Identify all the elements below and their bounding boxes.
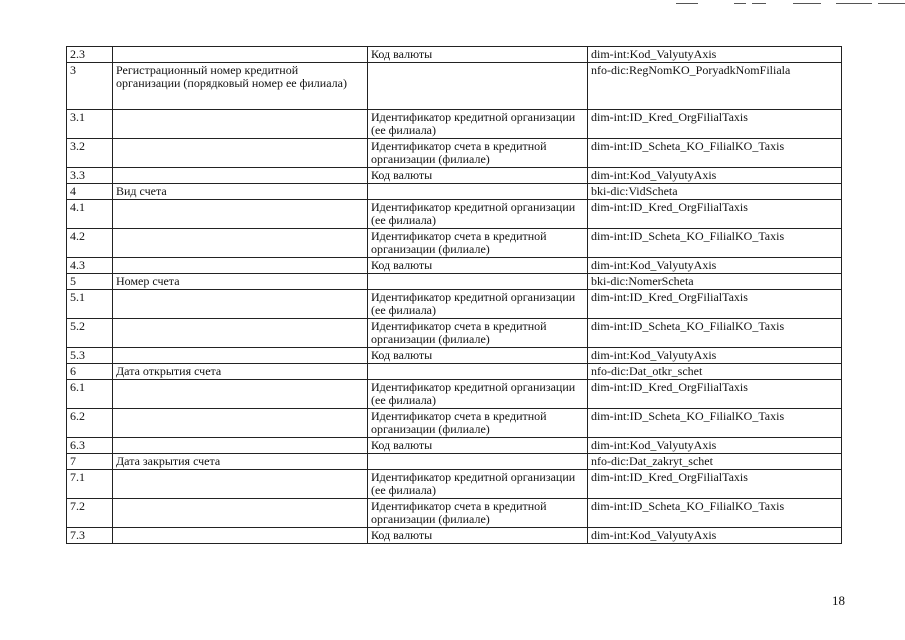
row-dimension: Идентификатор кредитной организации (ее филиала) <box>368 200 588 229</box>
row-code: dim-int:Kod_ValyutyAxis <box>588 528 842 544</box>
document-table <box>66 46 842 544</box>
scan-artifact-marks <box>0 3 905 9</box>
row-dimension <box>368 63 588 110</box>
row-name <box>113 258 368 274</box>
row-dimension <box>368 274 588 290</box>
row-name: Дата закрытия счета <box>113 454 368 470</box>
row-dimension <box>368 364 588 380</box>
row-name <box>113 348 368 364</box>
row-name <box>113 168 368 184</box>
row-dimension: Код валюты <box>368 168 588 184</box>
row-name <box>113 470 368 499</box>
row-code: dim-int:Kod_ValyutyAxis <box>588 348 842 364</box>
row-dimension: Идентификатор счета в кредитной организации (филиале) <box>368 319 588 348</box>
row-code: nfo-dic:RegNomKO_PoryadkNomFiliala <box>588 63 842 110</box>
row-number: 5.3 <box>67 348 113 364</box>
table-row <box>67 110 842 139</box>
row-number: 6 <box>67 364 113 380</box>
row-code: dim-int:ID_Kred_OrgFilialTaxis <box>588 110 842 139</box>
table-row <box>67 348 842 364</box>
table-row <box>67 380 842 409</box>
row-code: dim-int:ID_Scheta_KO_FilialKO_Taxis <box>588 499 842 528</box>
table-row <box>67 258 842 274</box>
row-number: 3.3 <box>67 168 113 184</box>
row-name: Вид счета <box>113 184 368 200</box>
row-number: 3 <box>67 63 113 110</box>
table-row <box>67 319 842 348</box>
row-dimension: Идентификатор счета в кредитной организации (филиале) <box>368 409 588 438</box>
table-row <box>67 528 842 544</box>
table-row <box>67 499 842 528</box>
row-code: dim-int:ID_Kred_OrgFilialTaxis <box>588 290 842 319</box>
row-code: dim-int:ID_Scheta_KO_FilialKO_Taxis <box>588 229 842 258</box>
row-number: 4.1 <box>67 200 113 229</box>
table-row <box>67 200 842 229</box>
table-row <box>67 229 842 258</box>
row-name <box>113 200 368 229</box>
row-name: Регистрационный номер кредитной организации (порядковый номер ее филиала) <box>113 63 368 110</box>
row-name <box>113 438 368 454</box>
row-name <box>113 229 368 258</box>
row-number: 7 <box>67 454 113 470</box>
row-code: dim-int:Kod_ValyutyAxis <box>588 47 842 63</box>
table-row <box>67 364 842 380</box>
table-row <box>67 47 842 63</box>
row-code: dim-int:ID_Kred_OrgFilialTaxis <box>588 380 842 409</box>
row-name <box>113 110 368 139</box>
row-code: dim-int:ID_Kred_OrgFilialTaxis <box>588 470 842 499</box>
row-name <box>113 528 368 544</box>
row-number: 6.1 <box>67 380 113 409</box>
row-number: 4.3 <box>67 258 113 274</box>
page-number: 18 <box>832 593 845 608</box>
row-number: 7.1 <box>67 470 113 499</box>
row-code: dim-int:ID_Scheta_KO_FilialKO_Taxis <box>588 409 842 438</box>
row-name <box>113 409 368 438</box>
row-number: 4.2 <box>67 229 113 258</box>
row-dimension: Код валюты <box>368 47 588 63</box>
row-number: 7.3 <box>67 528 113 544</box>
row-dimension: Код валюты <box>368 258 588 274</box>
row-dimension <box>368 184 588 200</box>
row-name <box>113 47 368 63</box>
row-code: dim-int:ID_Scheta_KO_FilialKO_Taxis <box>588 139 842 168</box>
row-number: 4 <box>67 184 113 200</box>
row-dimension: Код валюты <box>368 348 588 364</box>
table-row <box>67 184 842 200</box>
table-row <box>67 454 842 470</box>
document-table-body <box>67 47 842 544</box>
table-row <box>67 409 842 438</box>
row-number: 6.3 <box>67 438 113 454</box>
row-code: nfo-dic:Dat_zakryt_schet <box>588 454 842 470</box>
row-code: dim-int:ID_Kred_OrgFilialTaxis <box>588 200 842 229</box>
row-name <box>113 380 368 409</box>
row-name <box>113 319 368 348</box>
row-code: dim-int:Kod_ValyutyAxis <box>588 258 842 274</box>
table-row <box>67 274 842 290</box>
row-code: nfo-dic:Dat_otkr_schet <box>588 364 842 380</box>
row-dimension: Идентификатор счета в кредитной организации (филиале) <box>368 229 588 258</box>
row-dimension <box>368 454 588 470</box>
table-row <box>67 470 842 499</box>
row-dimension: Идентификатор кредитной организации (ее филиала) <box>368 470 588 499</box>
row-name <box>113 499 368 528</box>
row-number: 5.1 <box>67 290 113 319</box>
row-dimension: Идентификатор кредитной организации (ее филиала) <box>368 290 588 319</box>
row-number: 2.3 <box>67 47 113 63</box>
row-name <box>113 290 368 319</box>
row-dimension: Код валюты <box>368 528 588 544</box>
row-dimension: Идентификатор кредитной организации (ее филиала) <box>368 110 588 139</box>
row-number: 5 <box>67 274 113 290</box>
row-dimension: Идентификатор счета в кредитной организации (филиале) <box>368 139 588 168</box>
row-number: 3.1 <box>67 110 113 139</box>
row-number: 6.2 <box>67 409 113 438</box>
table-row <box>67 290 842 319</box>
row-code: dim-int:Kod_ValyutyAxis <box>588 438 842 454</box>
row-name <box>113 139 368 168</box>
table-row <box>67 168 842 184</box>
row-code: dim-int:ID_Scheta_KO_FilialKO_Taxis <box>588 319 842 348</box>
row-dimension: Идентификатор счета в кредитной организации (филиале) <box>368 499 588 528</box>
row-dimension: Код валюты <box>368 438 588 454</box>
row-number: 5.2 <box>67 319 113 348</box>
table-row <box>67 139 842 168</box>
row-code: bki-dic:VidScheta <box>588 184 842 200</box>
row-number: 3.2 <box>67 139 113 168</box>
row-code: dim-int:Kod_ValyutyAxis <box>588 168 842 184</box>
row-name: Номер счета <box>113 274 368 290</box>
table-row <box>67 63 842 110</box>
table-row <box>67 438 842 454</box>
row-name: Дата открытия счета <box>113 364 368 380</box>
row-number: 7.2 <box>67 499 113 528</box>
row-code: bki-dic:NomerScheta <box>588 274 842 290</box>
row-dimension: Идентификатор кредитной организации (ее филиала) <box>368 380 588 409</box>
